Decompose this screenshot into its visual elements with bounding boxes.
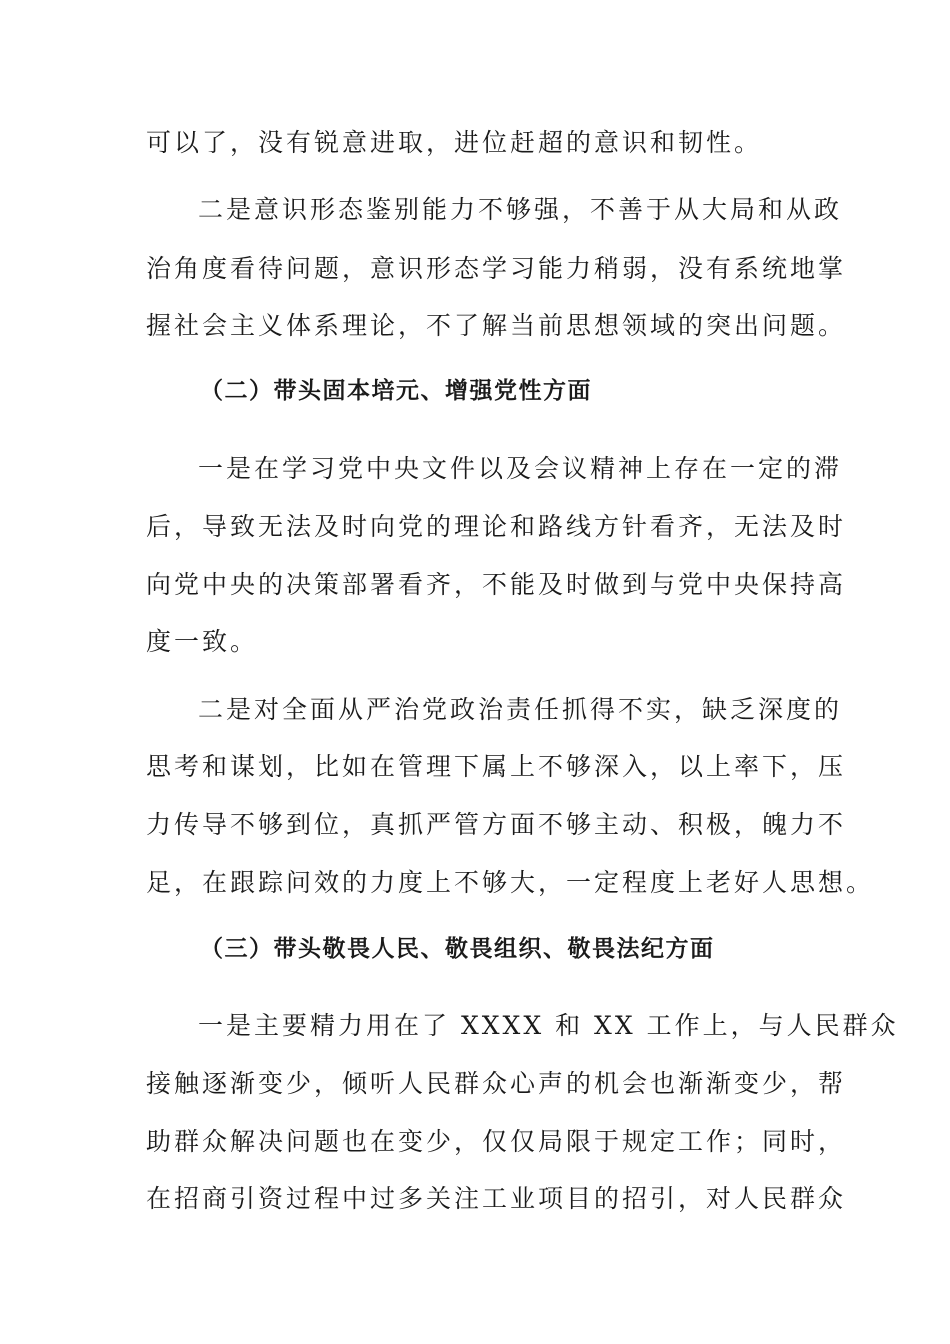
paragraph-line: 向党中央的决策部署看齐，不能及时做到与党中央保持高 (146, 570, 847, 599)
paragraph-line: 一是在学习党中央文件以及会议精神上存在一定的滞 (198, 454, 843, 483)
paragraph-line: 二是对全面从严治党政治责任抓得不实，缺乏深度的 (198, 695, 843, 724)
paragraph-line: 治角度看待问题，意识形态学习能力稍弱，没有系统地掌 (146, 254, 847, 283)
paragraph-line: 足，在跟踪问效的力度上不够大，一定程度上老好人思想。 (146, 868, 875, 897)
paragraph-line: 度一致。 (146, 627, 259, 656)
paragraph-line: 接触逐渐变少，倾听人民群众心声的机会也渐渐变少，帮 (146, 1069, 847, 1098)
paragraph-line: 一是主要精力用在了 XXXX 和 XX 工作上，与人民群众 (198, 1011, 899, 1040)
paragraph-line: 握社会主义体系理论，不了解当前思想领域的突出问题。 (146, 311, 847, 340)
paragraph-line: 力传导不够到位，真抓严管方面不够主动、积极，魄力不 (146, 810, 847, 839)
paragraph-line: 可以了，没有锐意进取，进位赶超的意识和韧性。 (146, 128, 763, 157)
paragraph-line: 后，导致无法及时向党的理论和路线方针看齐，无法及时 (146, 512, 847, 541)
section-heading: （三）带头敬畏人民、敬畏组织、敬畏法纪方面 (200, 935, 715, 962)
paragraph-line: 在招商引资过程中过多关注工业项目的招引，对人民群众 (146, 1184, 847, 1213)
section-heading: （二）带头固本培元、增强党性方面 (200, 377, 592, 404)
paragraph-line: 助群众解决问题也在变少，仅仅局限于规定工作；同时， (146, 1127, 847, 1156)
paragraph-line: 思考和谋划，比如在管理下属上不够深入，以上率下，压 (146, 752, 847, 781)
paragraph-line: 二是意识形态鉴别能力不够强，不善于从大局和从政 (198, 195, 843, 224)
